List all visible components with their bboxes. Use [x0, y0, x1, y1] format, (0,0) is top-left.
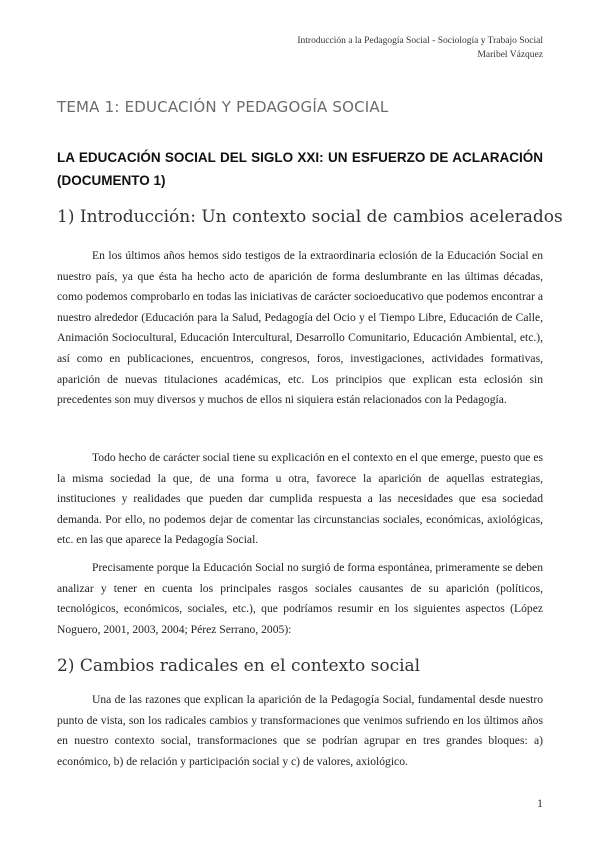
section-heading-cambios-radicales: 2) Cambios radicales en el contexto social — [57, 656, 421, 676]
section-heading-introduccion: 1) Introducción: Un contexto social de cambios acelerados — [57, 207, 563, 227]
document-title: LA EDUCACIÓN SOCIAL DEL SIGLO XXI: UN ESFUERZO DE ACLARACIÓN (DOCUMENTO 1) — [57, 150, 543, 188]
tema-heading: TEMA 1: EDUCACIÓN Y PEDAGOGÍA SOCIAL — [57, 98, 389, 116]
header-author: Maribel Vázquez — [477, 50, 543, 60]
paragraph: En los últimos años hemos sido testigos de la extraordinaria eclosión de la Educación Social en nuestro país, ya que ésta ha hecho acto de aparición de forma deslumbrante en las últimas décadas, como podemos comprobarlo en todas las iniciativas de carácter socioeducativo que podemos encontrar a nuestro alrededor (Educación para la Salud, Pedagogía del Ocio y el Tiempo Libre, Educación de Calle, Animación Sociocultural, Educación Intercultural, Desarrollo Comunitario, Educación Ambiental, etc.), así como en publicaciones, encuentros, congresos, foros, investigaciones, actividades formativas, aparición de nuevas titulaciones académicas, etc. Los principios que explican esta eclosión sin precedentes son muy diversos y muchos de ellos ni siquiera están relacionados con la Pedagogía. — [57, 249, 543, 407]
paragraph: Una de las razones que explican la aparición de la Pedagogía Social, fundamental desde nuestro punto de vista, son los radicales cambios y transformaciones que venimos sufriendo en los últimos años en nuestro contexto social, transformaciones que se podrían agrupar en tres grandes bloques: a) económico, b) de relación y participación social y c) de valores, axiológico. — [57, 693, 543, 768]
running-header — [297, 34, 543, 62]
paragraph: Precisamente porque la Educación Social no surgió de forma espontánea, primeramente se deben analizar y tener en cuenta los principales rasgos sociales causantes de su aparición (políticos, tecnológicos, económicos, sociales, etc.), que podríamos resumir en los siguientes aspectos (López Noguero, 2001, 2003, 2004; Pérez Serrano, 2005): — [57, 561, 543, 636]
page-number: 1 — [537, 796, 543, 810]
paragraph: Todo hecho de carácter social tiene su explicación en el contexto en el que emerge, puesto que es la misma sociedad la que, de una forma u otra, favorece la aparición de aquellas estrategias, instituciones y realidades que pueden dar cumplida respuesta a las necesidades que esa sociedad demanda. Por ello, no podemos dejar de comentar las circunstancias sociales, económicas, axiológicas, etc. en las que aparece la Pedagogía Social. — [57, 451, 543, 547]
header-course-title: Introducción a la Pedagogía Social - Sociología y Trabajo Social — [297, 36, 543, 46]
